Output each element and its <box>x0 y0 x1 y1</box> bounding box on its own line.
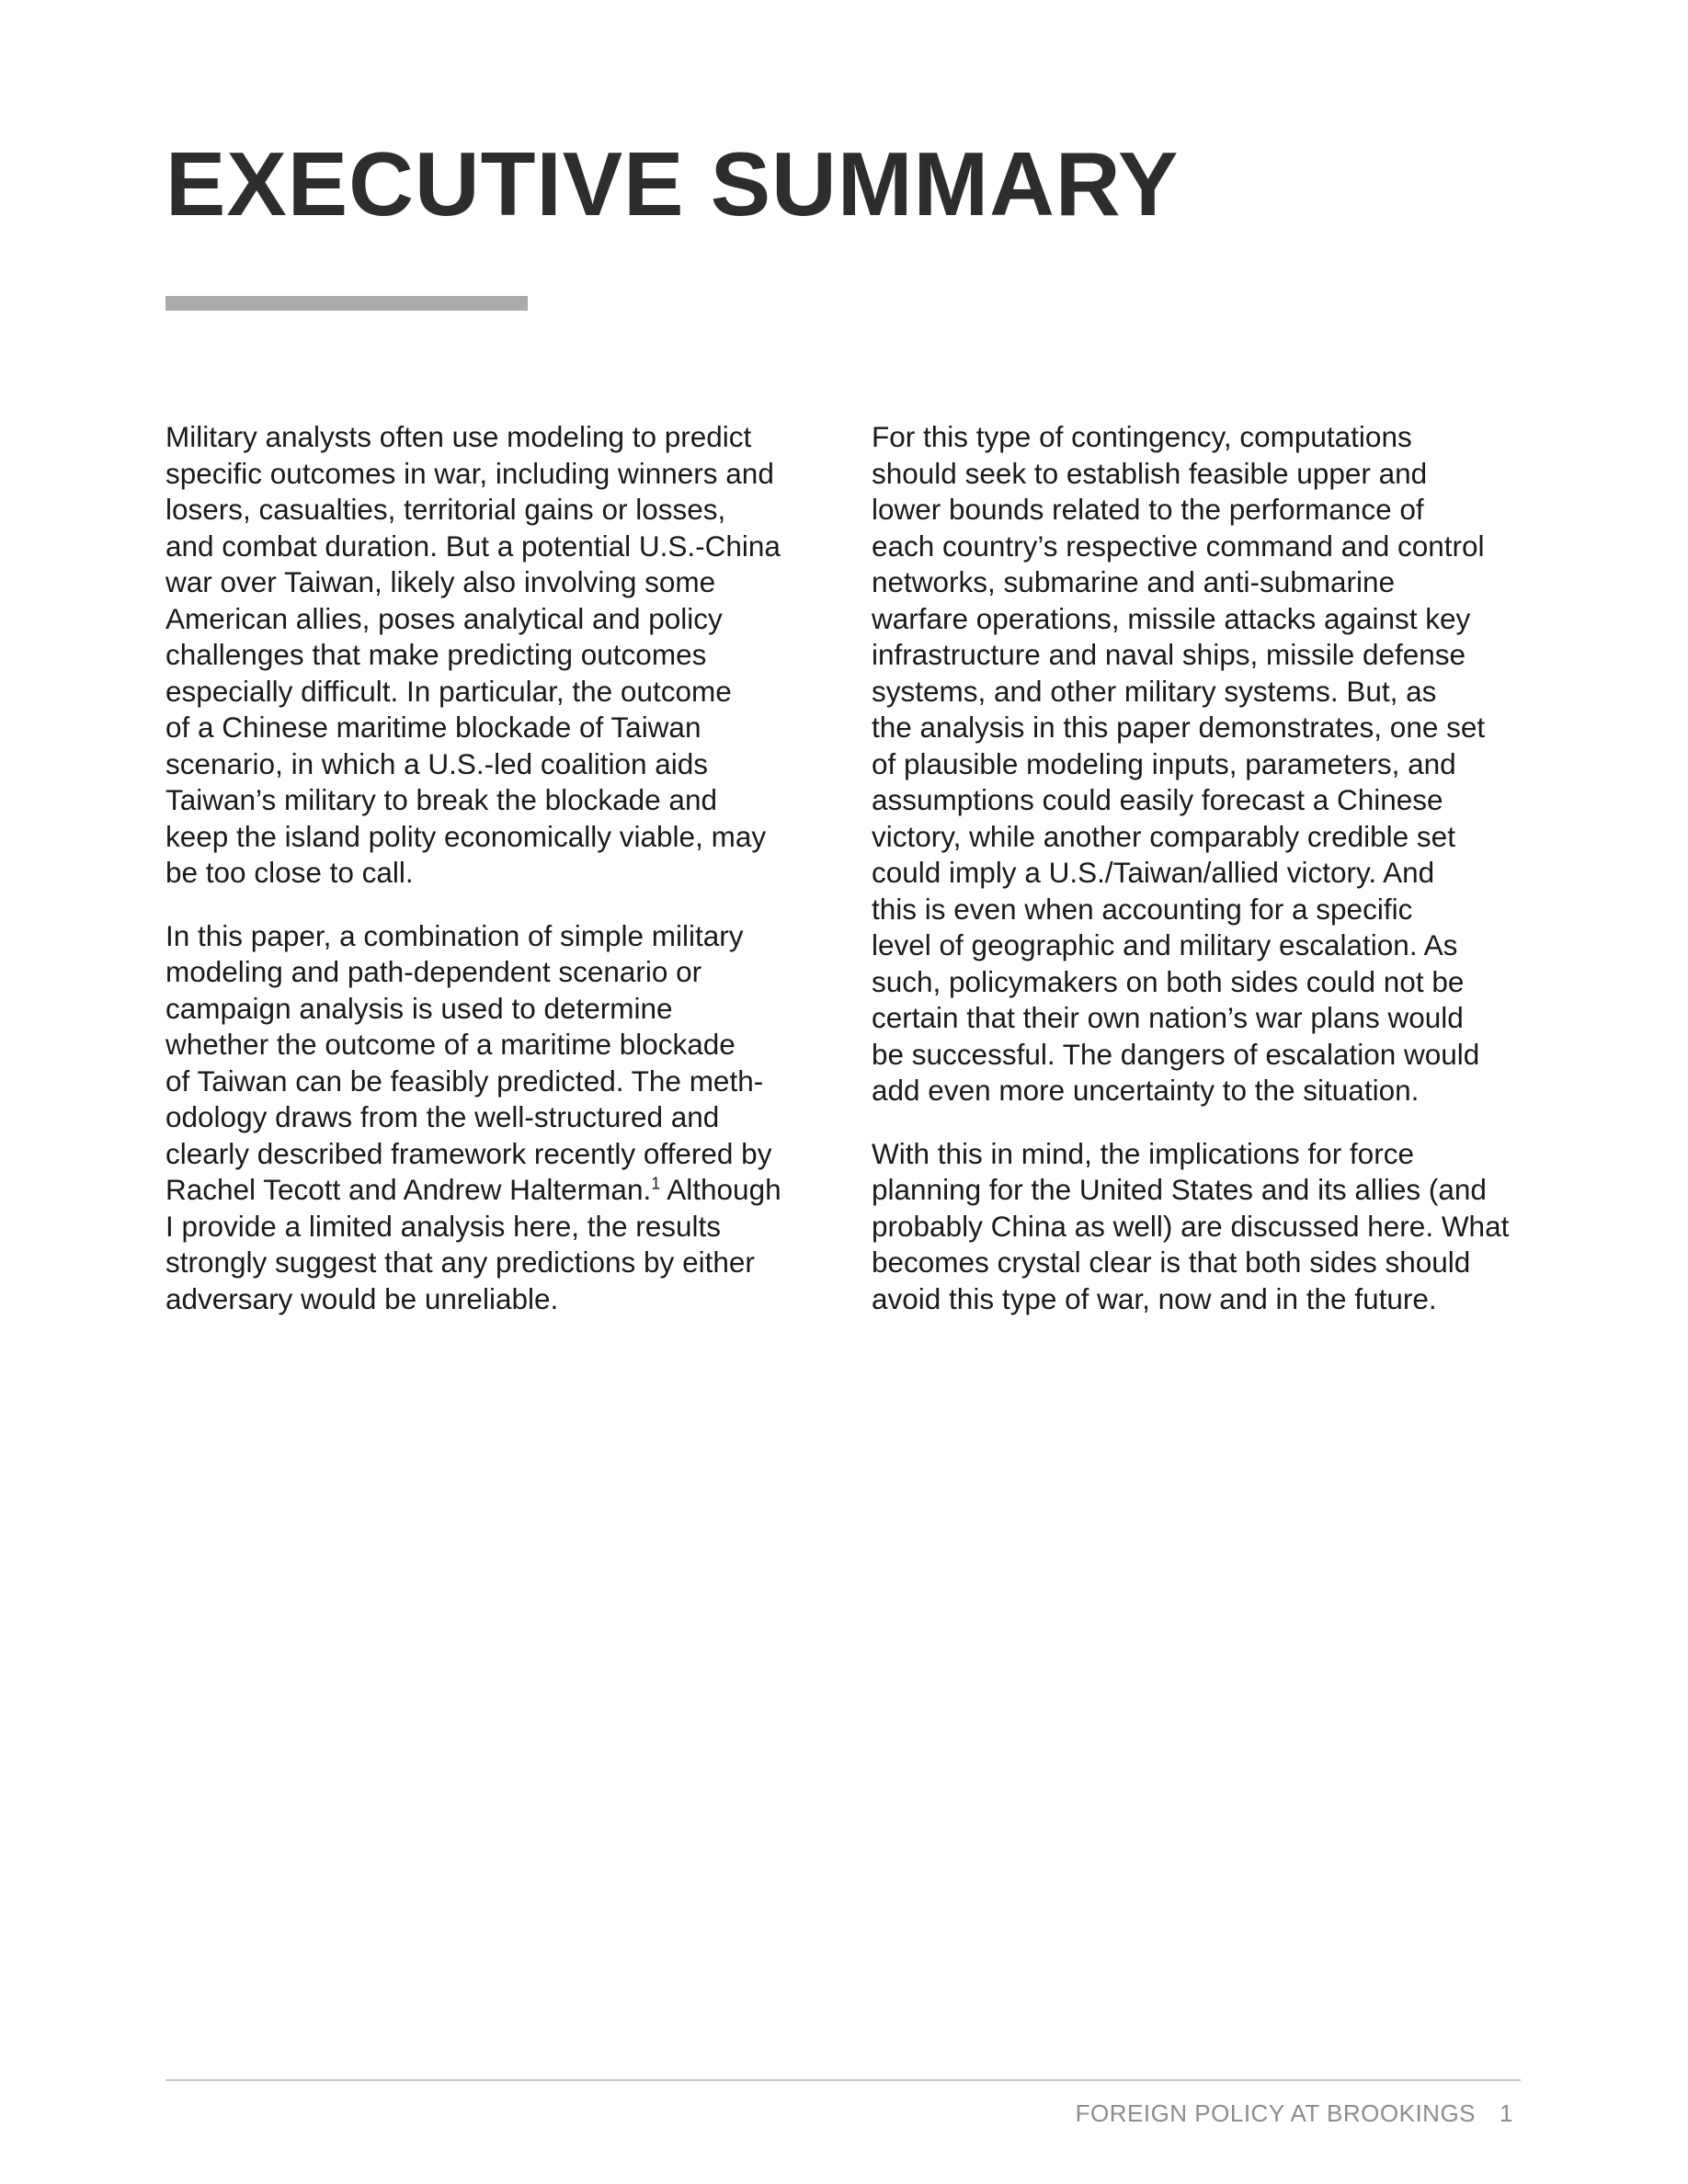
text-line: of a Chinese maritime blockade of Taiwan <box>165 711 701 744</box>
text-line: add even more uncertainty to the situation. <box>872 1074 1420 1107</box>
text-line: whether the outcome of a maritime blockade <box>165 1028 736 1061</box>
paragraph <box>165 419 820 892</box>
paragraph <box>872 419 1526 1109</box>
page-number: 1 <box>1500 2099 1513 2127</box>
text-line: networks, submarine and anti-submarine <box>872 565 1396 598</box>
title-accent-rule <box>165 296 528 311</box>
text-line: keep the island polity economically viable, may <box>165 819 767 853</box>
text-line: of plausible modeling inputs, parameters, and <box>872 746 1456 780</box>
text-line: the analysis in this paper demonstrates, one set <box>872 711 1486 744</box>
text-line: infrastructure and naval ships, missile defense <box>872 638 1466 671</box>
paragraph <box>872 1136 1526 1318</box>
text-line: victory, while another comparably credible set <box>872 819 1455 853</box>
text-line: losers, casualties, territorial gains or losses, <box>165 493 726 526</box>
text-line: be too close to call. <box>165 856 414 889</box>
text-line: American allies, poses analytical and policy <box>165 601 723 635</box>
footer-publisher: FOREIGN POLICY AT BROOKINGS <box>1075 2099 1477 2127</box>
text-line: especially difficult. In particular, the outcome <box>165 674 732 708</box>
text-line: war over Taiwan, likely also involving some <box>165 565 716 598</box>
text-line: modeling and path-dependent scenario or <box>165 955 702 988</box>
text-line: lower bounds related to the performance of <box>872 493 1424 526</box>
text-line: this is even when accounting for a specific <box>872 892 1413 926</box>
page-footer <box>1076 2099 1513 2128</box>
text-line: odology draws from the well-structured and <box>165 1100 720 1133</box>
footnote-reference[interactable]: 1 <box>651 1174 661 1193</box>
text-line: In this paper, a combination of simple military <box>165 918 744 952</box>
text-line: strongly suggest that any predictions by either <box>165 1246 755 1279</box>
text-line: For this type of contingency, computations <box>872 420 1412 453</box>
text-line: planning for the United States and its allies (and <box>872 1173 1487 1206</box>
footer-divider <box>165 2079 1521 2081</box>
text-line: warfare operations, missile attacks against key <box>872 601 1471 635</box>
left-column <box>165 419 820 1344</box>
text-line: campaign analysis is used to determine <box>165 991 673 1025</box>
text-line-with-footnote <box>165 1172 820 1209</box>
text-line: Military analysts often use modeling to predict <box>165 420 752 453</box>
text-line: systems, and other military systems. But, as <box>872 674 1437 708</box>
text-line: challenges that make predicting outcomes <box>165 638 707 671</box>
text-line: becomes crystal clear is that both sides should <box>872 1246 1471 1279</box>
text-line: each country’s respective command and control <box>872 529 1485 563</box>
text-line: level of geographic and military escalation. As <box>872 928 1458 961</box>
text-segment: Rachel Tecott and Andrew Halterman. <box>165 1173 652 1206</box>
text-line: could imply a U.S./Taiwan/allied victory. And <box>872 856 1435 889</box>
text-line: Taiwan’s military to break the blockade and <box>165 783 717 816</box>
right-column <box>872 419 1526 1344</box>
text-line: and combat duration. But a potential U.S.-China <box>165 529 781 563</box>
paragraph <box>165 918 820 1318</box>
text-line: clearly described framework recently offered by <box>165 1136 772 1170</box>
text-line: I provide a limited analysis here, the results <box>165 1209 722 1243</box>
text-line: be successful. The dangers of escalation would <box>872 1037 1480 1071</box>
text-line: such, policymakers on both sides could not be <box>872 964 1465 998</box>
text-line: assumptions could easily forecast a Chinese <box>872 783 1443 816</box>
page-title: EXECUTIVE SUMMARY <box>165 133 1180 234</box>
text-line: adversary would be unreliable. <box>165 1281 559 1315</box>
text-line: With this in mind, the implications for force <box>872 1136 1414 1170</box>
text-line: avoid this type of war, now and in the future. <box>872 1281 1437 1315</box>
text-line: specific outcomes in war, including winners and <box>165 456 774 490</box>
text-line: of Taiwan can be feasibly predicted. The meth- <box>165 1064 764 1098</box>
text-line: probably China as well) are discussed here. What <box>872 1209 1510 1243</box>
text-line: scenario, in which a U.S.-led coalition aids <box>165 746 709 780</box>
text-line: should seek to establish feasible upper and <box>872 456 1428 490</box>
text-segment: Although <box>660 1173 781 1206</box>
text-line: certain that their own nation’s war plans would <box>872 1001 1464 1034</box>
